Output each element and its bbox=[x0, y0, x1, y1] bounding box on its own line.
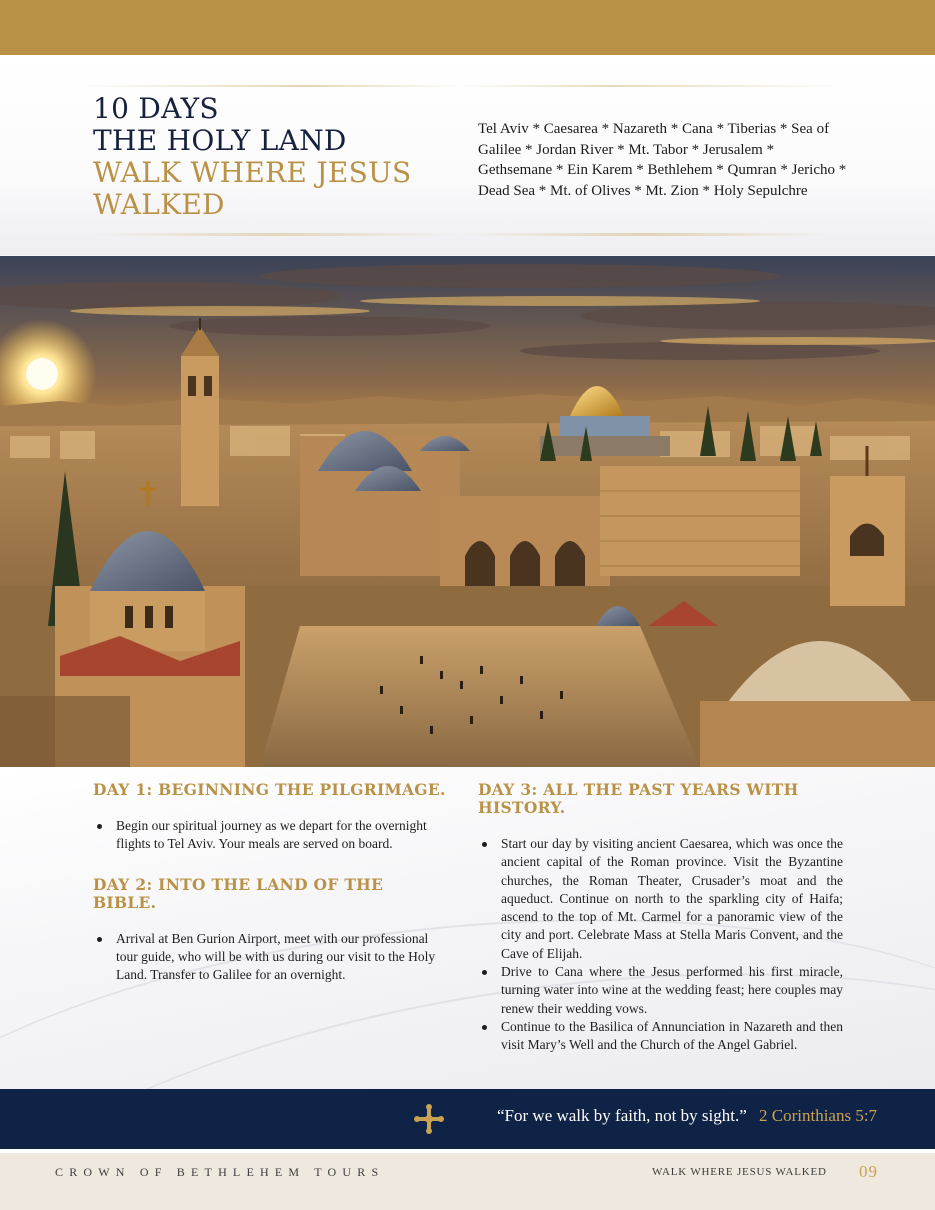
day2-heading: DAY 2: INTO THE LAND OF THE BIBLE. bbox=[93, 874, 384, 912]
running-title: WALK WHERE JESUS WALKED bbox=[652, 1166, 827, 1178]
jerusalem-skyline-illustration bbox=[0, 256, 935, 767]
quote-banner bbox=[0, 1089, 935, 1149]
title-holy-land: THE HOLY LAND bbox=[93, 124, 347, 157]
page-number: 09 bbox=[859, 1162, 878, 1181]
scripture-reference: 2 Corinthians 5:7 bbox=[759, 1106, 878, 1125]
day3-heading: DAY 3: ALL THE PAST YEARS WITH HISTORY. bbox=[478, 780, 799, 817]
day2-list bbox=[93, 930, 448, 985]
list-item: Arrival at Ben Gurion Airport, meet with our professional tour guide, who will be with us during our visit to the Holy Land. Transfer to Galilee for an overnight. bbox=[93, 930, 448, 985]
list-item: Drive to Cana where the Jesus performed his first miracle, turning water into wine at the wedding feast; here couples may renew their wedding vows. bbox=[478, 963, 843, 1018]
day3-list bbox=[478, 835, 843, 1055]
subtitle-line-1: WALK WHERE JESUS bbox=[93, 156, 412, 189]
page-footer bbox=[0, 1149, 935, 1210]
itinerary-section bbox=[0, 767, 935, 1089]
hero-photo bbox=[0, 256, 935, 767]
subtitle-line-2: WALKED bbox=[93, 188, 225, 221]
title-days: 10 DAYS bbox=[93, 92, 219, 125]
scripture-quote: “For we walk by faith, not by sight.” bbox=[497, 1106, 747, 1125]
list-item: Start our day by visiting ancient Caesarea, which was once the ancient capital of the Roman province. Visit the Byzantine churches, the Roman Theater, Crusader’s moat and the aqueduct. Continue on north to the sparkling city of Haifa; ascend to the top of Mt. Carmel for a panoramic view of the city and port. Celebrate Mass at Stella Maris Convent, and the Cave of Elijah. bbox=[478, 835, 843, 963]
top-gold-band bbox=[0, 0, 935, 55]
brand-name: CROWN OF BETHLEHEM TOURS bbox=[55, 1165, 385, 1179]
places-list: Tel Aviv * Caesarea * Nazareth * Cana * Tiberias * Sea of Galilee * Jordan River * Mt. Tabor * Jerusalem * Gethsemane * Ein Karem * Bethlehem * Qumran * Jericho * Dead Sea * Mt. of Olives * Mt. Zion * Holy Sepulchre bbox=[478, 121, 847, 199]
itinerary-left-column bbox=[93, 781, 448, 984]
list-item: Continue to the Basilica of Annunciation in Nazareth and then visit Mary’s Well and the Church of the Angel Gabriel. bbox=[478, 1018, 843, 1055]
cross-icon bbox=[413, 1103, 445, 1135]
list-item: Begin our spiritual journey as we depart for the overnight flights to Tel Aviv. Your meals are served on board. bbox=[93, 817, 448, 854]
day1-list bbox=[93, 817, 448, 854]
itinerary-right-column bbox=[478, 781, 843, 1055]
day1-heading: DAY 1: BEGINNING THE PILGRIMAGE. bbox=[93, 780, 446, 799]
page-title bbox=[93, 93, 453, 221]
